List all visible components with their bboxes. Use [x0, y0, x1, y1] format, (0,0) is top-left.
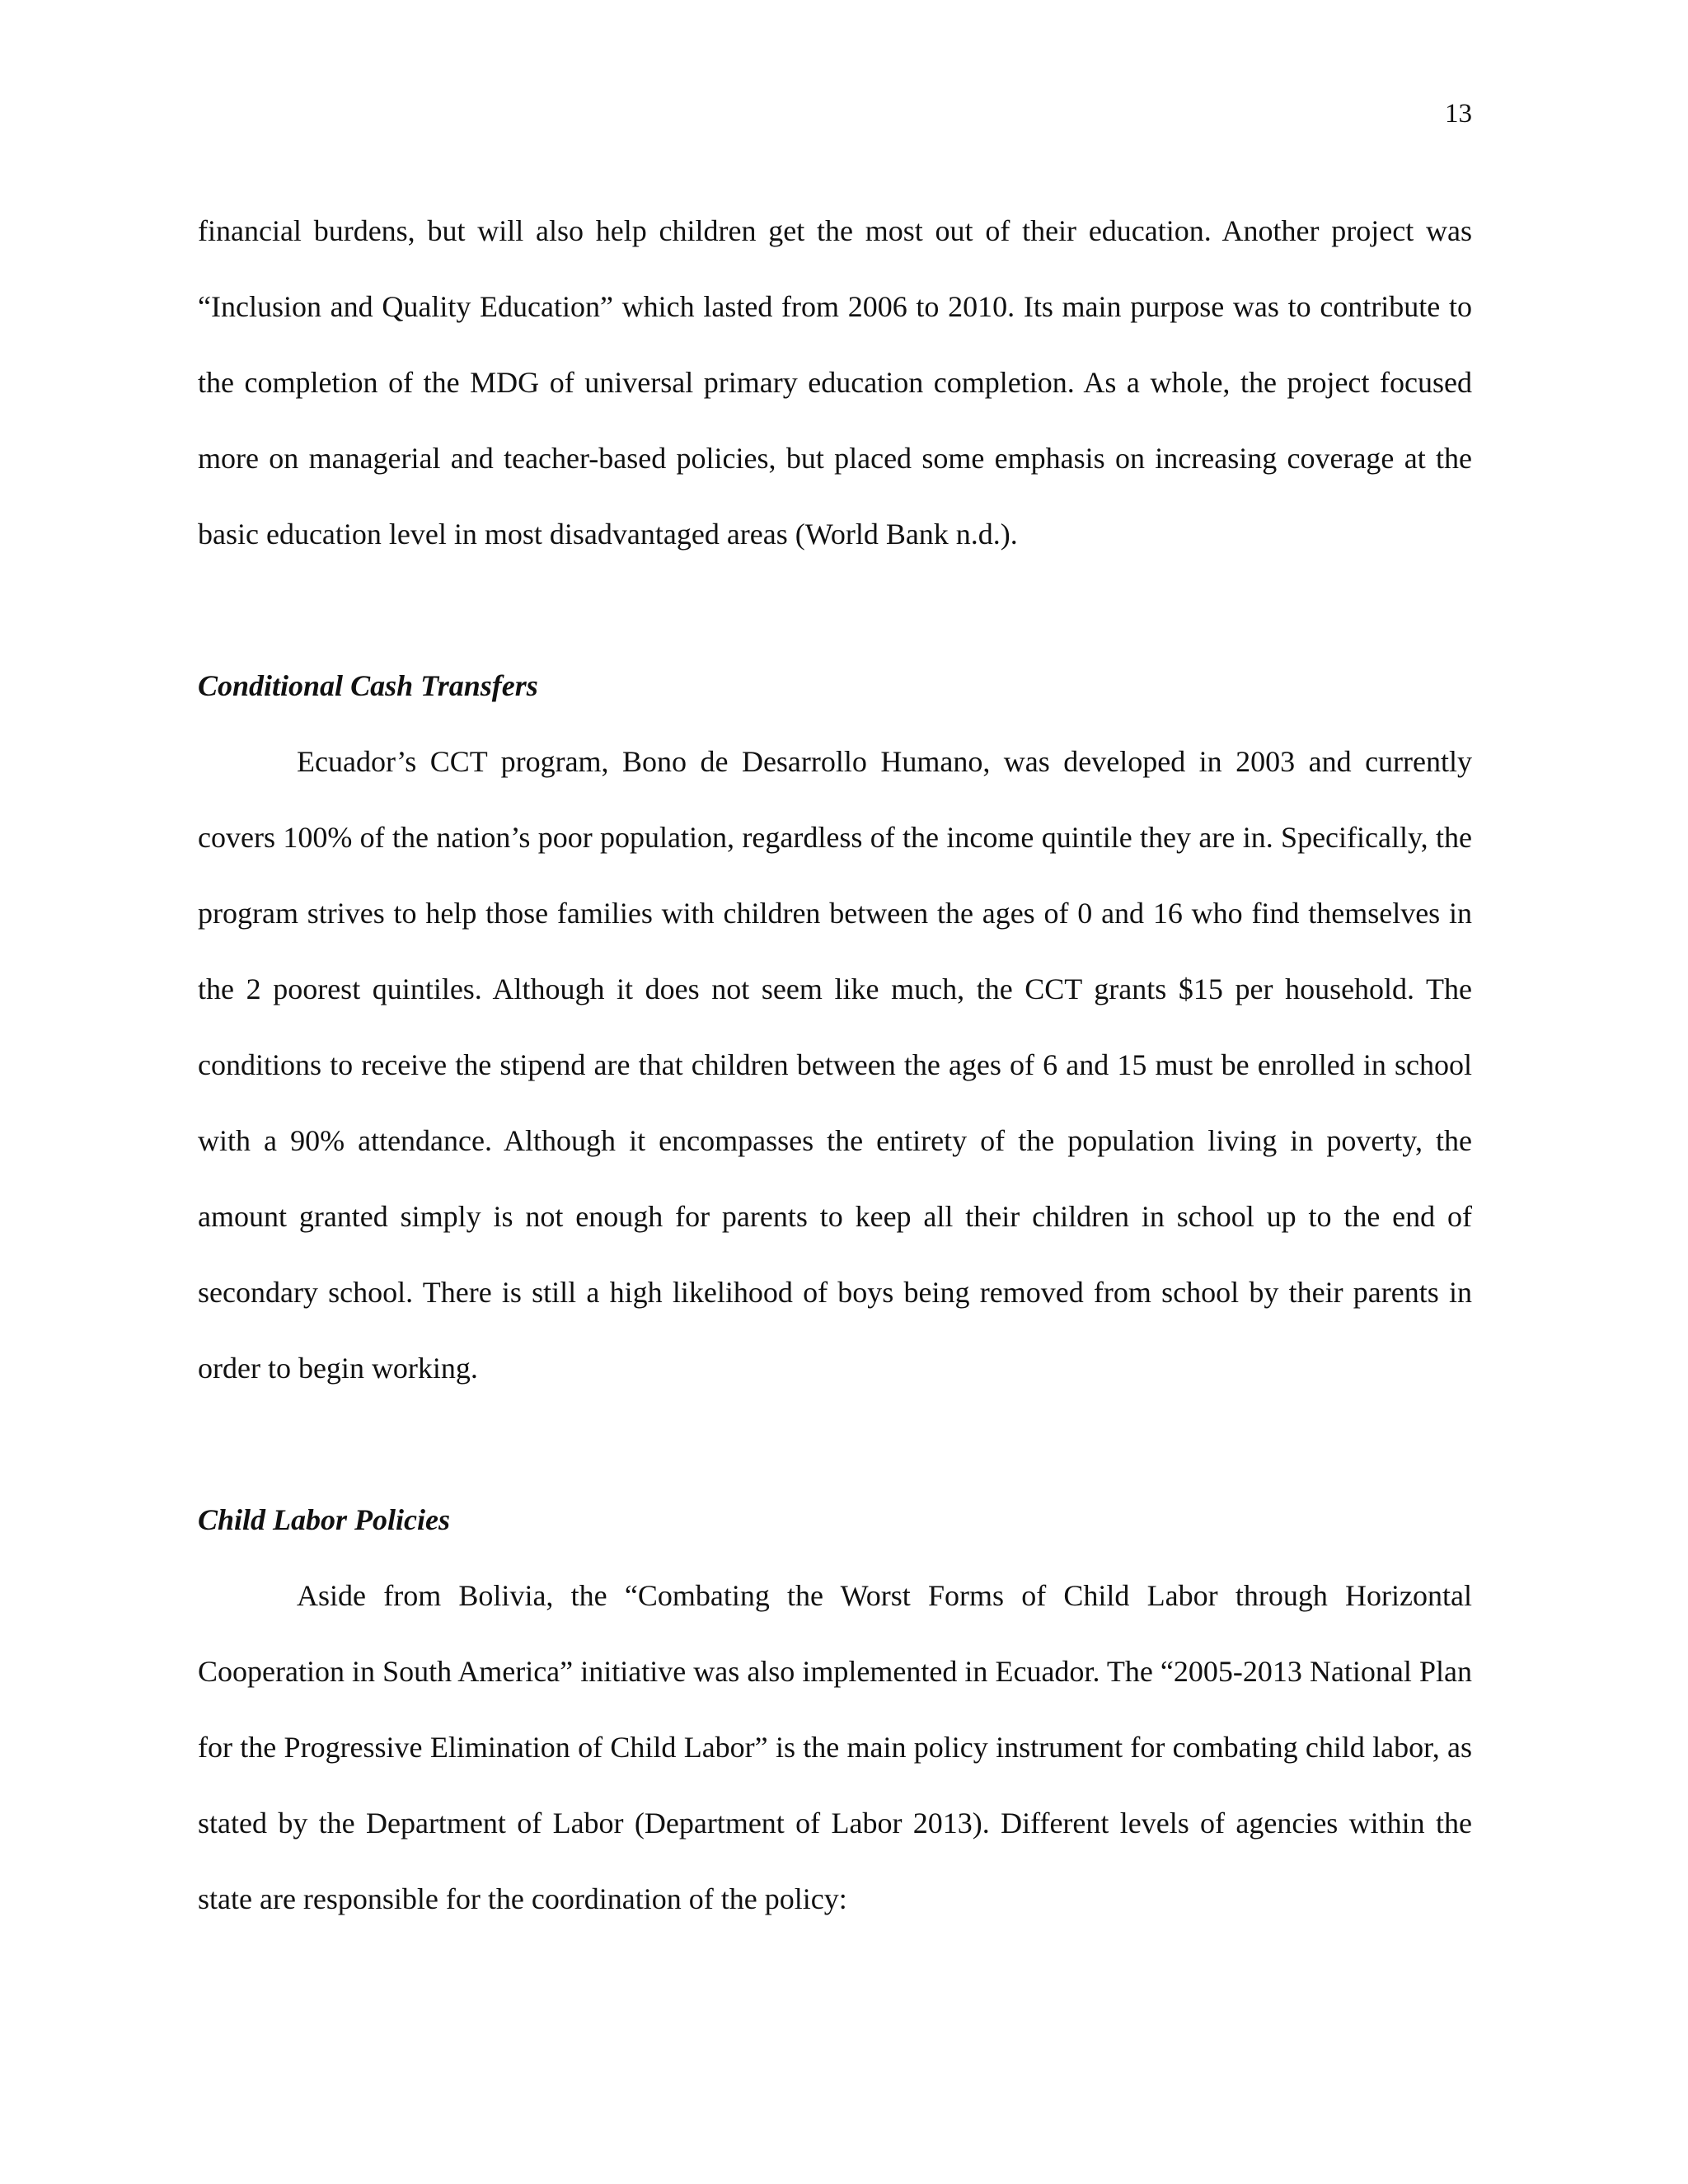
page-number: 13 — [1445, 99, 1472, 129]
section-heading-conditional-cash-transfers: Conditional Cash Transfers — [198, 669, 538, 702]
section-spacer — [198, 1406, 1472, 1482]
document-body — [198, 193, 1472, 1937]
cct-paragraph: Ecuador’s CCT program, Bono de Desarrollo Humano, was developed in 2003 and currently covers 100% of the nation’s poor population, regardless of the income quintile they are in. Specifically, the program strives to help those families with children between the ages of 0 and 16 who find themselves in the 2 poorest quintiles. Although it does not seem like much, the CCT grants $15 per household. The conditions to receive the stipend are that children between the ages of 6 and 15 must be enrolled in school with a 90% attendance. Although it encompasses the entirety of the population living in poverty, the amount granted simply is not enough for parents to keep all their children in school up to the end of secondary school. There is still a high likelihood of boys being removed from school by their parents in order to begin working. — [198, 745, 1472, 1385]
section-spacer — [198, 572, 1472, 648]
section-heading-child-labor-policies: Child Labor Policies — [198, 1503, 450, 1536]
child-labor-paragraph: Aside from Bolivia, the “Combating the Worst Forms of Child Labor through Horizontal Cooperation in South America” initiative was also implemented in Ecuador. The “2005-2013 National Plan for the Progressive Elimination of Child Labor” is the main policy instrument for combating child labor, as stated by the Department of Labor (Department of Labor 2013). Different levels of agencies within the state are responsible for the coordination of the policy: — [198, 1579, 1472, 1915]
intro-paragraph: financial burdens, but will also help children get the most out of their education. Another project was “Inclusion and Quality Education” which lasted from 2006 to 2010. Its main purpose was to contribute to the completion of the MDG of universal primary education completion. As a whole, the project focused more on managerial and teacher-based policies, but placed some emphasis on increasing coverage at the basic education level in most disadvantaged areas (World Bank n.d.). — [198, 214, 1472, 551]
